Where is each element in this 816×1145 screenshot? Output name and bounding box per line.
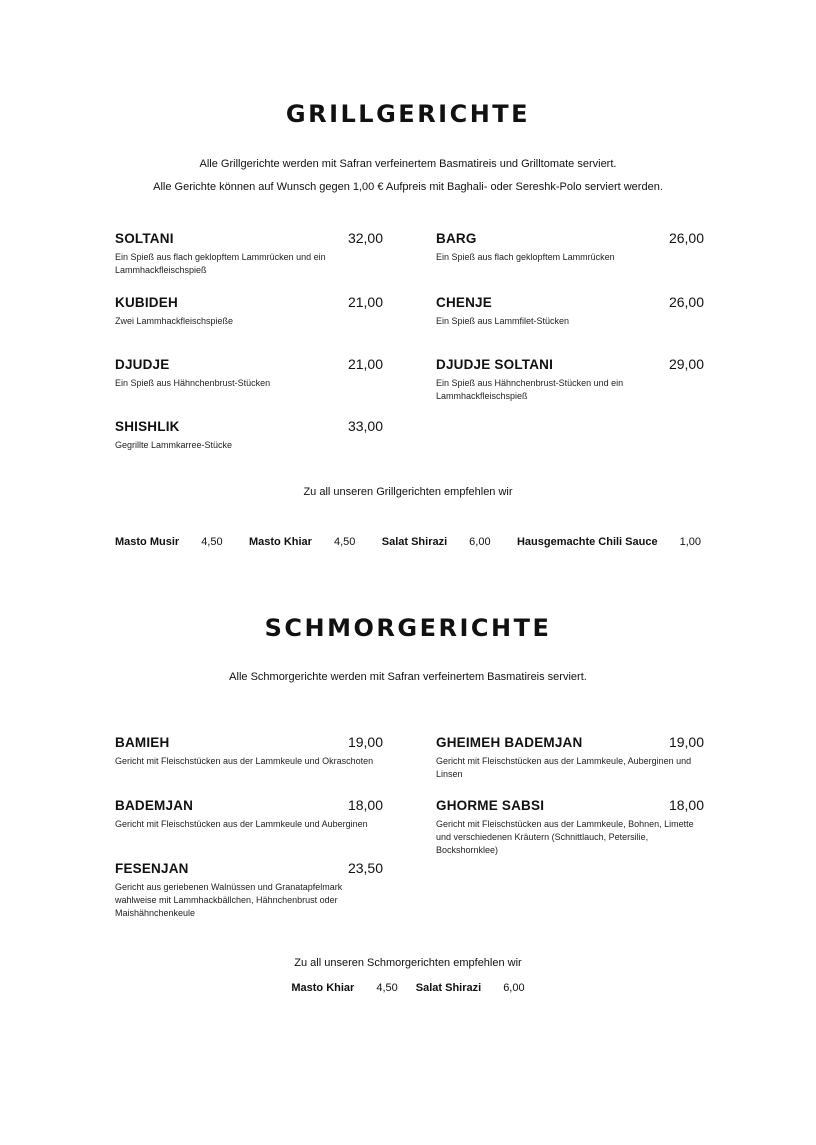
dish-description: Gericht mit Fleischstücken aus der Lammkeule, Bohnen, Limette und verschiedenen Kräutern (Schnittlauch, Petersilie, Bockshornklee)	[436, 819, 694, 855]
dish-name: KUBIDEH	[115, 295, 178, 310]
dish-price: 26,00	[668, 230, 704, 246]
schmor-sides-row	[0, 982, 816, 994]
dish-price: 18,00	[347, 797, 383, 813]
dish-name: DJUDJE	[115, 357, 170, 372]
dish-description: Gegrillte Lammkarree-Stücke	[115, 440, 233, 450]
dish-description: Gericht mit Fleischstücken aus der Lammkeule und Auberginen	[115, 819, 368, 829]
dish-djudje	[115, 356, 383, 390]
side-name: Masto Khiar	[248, 536, 312, 548]
dish-fesenjan	[115, 860, 383, 920]
dish-price: 29,00	[668, 356, 704, 372]
dish-description: Gericht aus geriebenen Walnüssen und Granatapfelmark wahlweise mit Lammhackbällchen, Hähnchenbrust oder Maishähnchenkeule	[115, 882, 343, 918]
dish-name: BARG	[436, 231, 477, 246]
side-price: 4,50	[201, 536, 223, 548]
dish-barg	[436, 230, 704, 264]
dish-ghorme-sabsi	[436, 797, 704, 857]
dish-djudje-soltani	[436, 356, 704, 403]
schmor-recommend-text: Zu all unseren Schmorgerichten empfehlen wir	[294, 957, 522, 969]
dish-price: 18,00	[668, 797, 704, 813]
dish-description: Gericht mit Fleischstücken aus der Lammkeule, Auberginen und Linsen	[436, 756, 692, 779]
dish-gheimeh-bademjan	[436, 734, 704, 781]
dish-price: 33,00	[347, 418, 383, 434]
grill-recommend-text: Zu all unseren Grillgerichten empfehlen wir	[303, 486, 513, 498]
dish-shishlik	[115, 418, 383, 452]
dish-price: 23,50	[347, 860, 383, 876]
dish-name: SHISHLIK	[115, 419, 180, 434]
dish-description: Ein Spieß aus Hähnchenbrust-Stücken	[115, 378, 271, 388]
side-item	[517, 536, 701, 548]
dish-price: 26,00	[668, 294, 704, 310]
side-item	[291, 982, 397, 994]
dish-name: GHORME SABSI	[436, 798, 545, 813]
side-name: Salat Shirazi	[415, 982, 482, 994]
dish-name: DJUDJE SOLTANI	[436, 357, 554, 372]
dish-name: BAMIEH	[115, 735, 170, 750]
dish-description: Gericht mit Fleischstücken aus der Lammkeule und Okraschoten	[115, 756, 374, 766]
grill-intro-line-1: Alle Grillgerichte werden mit Safran verfeinertem Basmatireis und Grilltomate serviert.	[199, 158, 617, 170]
schmor-section-title: SCHMORGERICHTE	[264, 614, 552, 642]
dish-name: GHEIMEH BADEMJAN	[436, 735, 583, 750]
dish-price: 21,00	[347, 356, 383, 372]
dish-price: 21,00	[347, 294, 383, 310]
side-price: 6,00	[503, 982, 525, 994]
dish-chenje	[436, 294, 704, 328]
dish-price: 32,00	[347, 230, 383, 246]
dish-description: Ein Spieß aus Lammfilet-Stücken	[436, 316, 570, 326]
dish-name: CHENJE	[436, 295, 492, 310]
grill-intro-line-2: Alle Gerichte können auf Wunsch gegen 1,00 € Aufpreis mit Baghali- oder Sereshk-Polo serviert werden.	[153, 181, 663, 193]
dish-description: Ein Spieß aus Hähnchenbrust-Stücken und ein Lammhackfleischspieß	[436, 378, 624, 401]
side-price: 4,50	[333, 536, 356, 548]
dish-bademjan	[115, 797, 383, 831]
side-name: Masto Musir	[115, 536, 180, 548]
side-item	[416, 982, 525, 994]
side-item	[382, 536, 491, 548]
dish-name: SOLTANI	[115, 231, 174, 246]
dish-name: FESENJAN	[115, 861, 189, 876]
dish-description: Ein Spieß aus flach geklopftem Lammrücken	[436, 252, 615, 262]
side-name: Hausgemachte Chili Sauce	[516, 536, 658, 548]
dish-name: BADEMJAN	[115, 798, 194, 813]
dish-price: 19,00	[347, 734, 383, 750]
dish-soltani	[115, 230, 383, 277]
side-price: 1,00	[679, 536, 701, 548]
side-name: Salat Shirazi	[381, 536, 448, 548]
grill-section-title: GRILLGERICHTE	[285, 100, 531, 128]
dish-bamieh	[115, 734, 383, 768]
side-price: 4,50	[376, 982, 398, 994]
dish-description: Zwei Lammhackfleischspieße	[115, 316, 234, 326]
side-name: Masto Khiar	[291, 982, 355, 994]
dish-kubideh	[115, 294, 383, 328]
dish-price: 19,00	[668, 734, 704, 750]
side-item	[249, 536, 355, 548]
side-price: 6,00	[469, 536, 491, 548]
grill-sides-row	[115, 536, 701, 548]
side-item	[115, 536, 223, 548]
dish-description: Ein Spieß aus flach geklopftem Lammrücken und ein Lammhackfleischspieß	[115, 252, 326, 275]
schmor-intro: Alle Schmorgerichte werden mit Safran verfeinertem Basmatireis serviert.	[229, 671, 587, 683]
